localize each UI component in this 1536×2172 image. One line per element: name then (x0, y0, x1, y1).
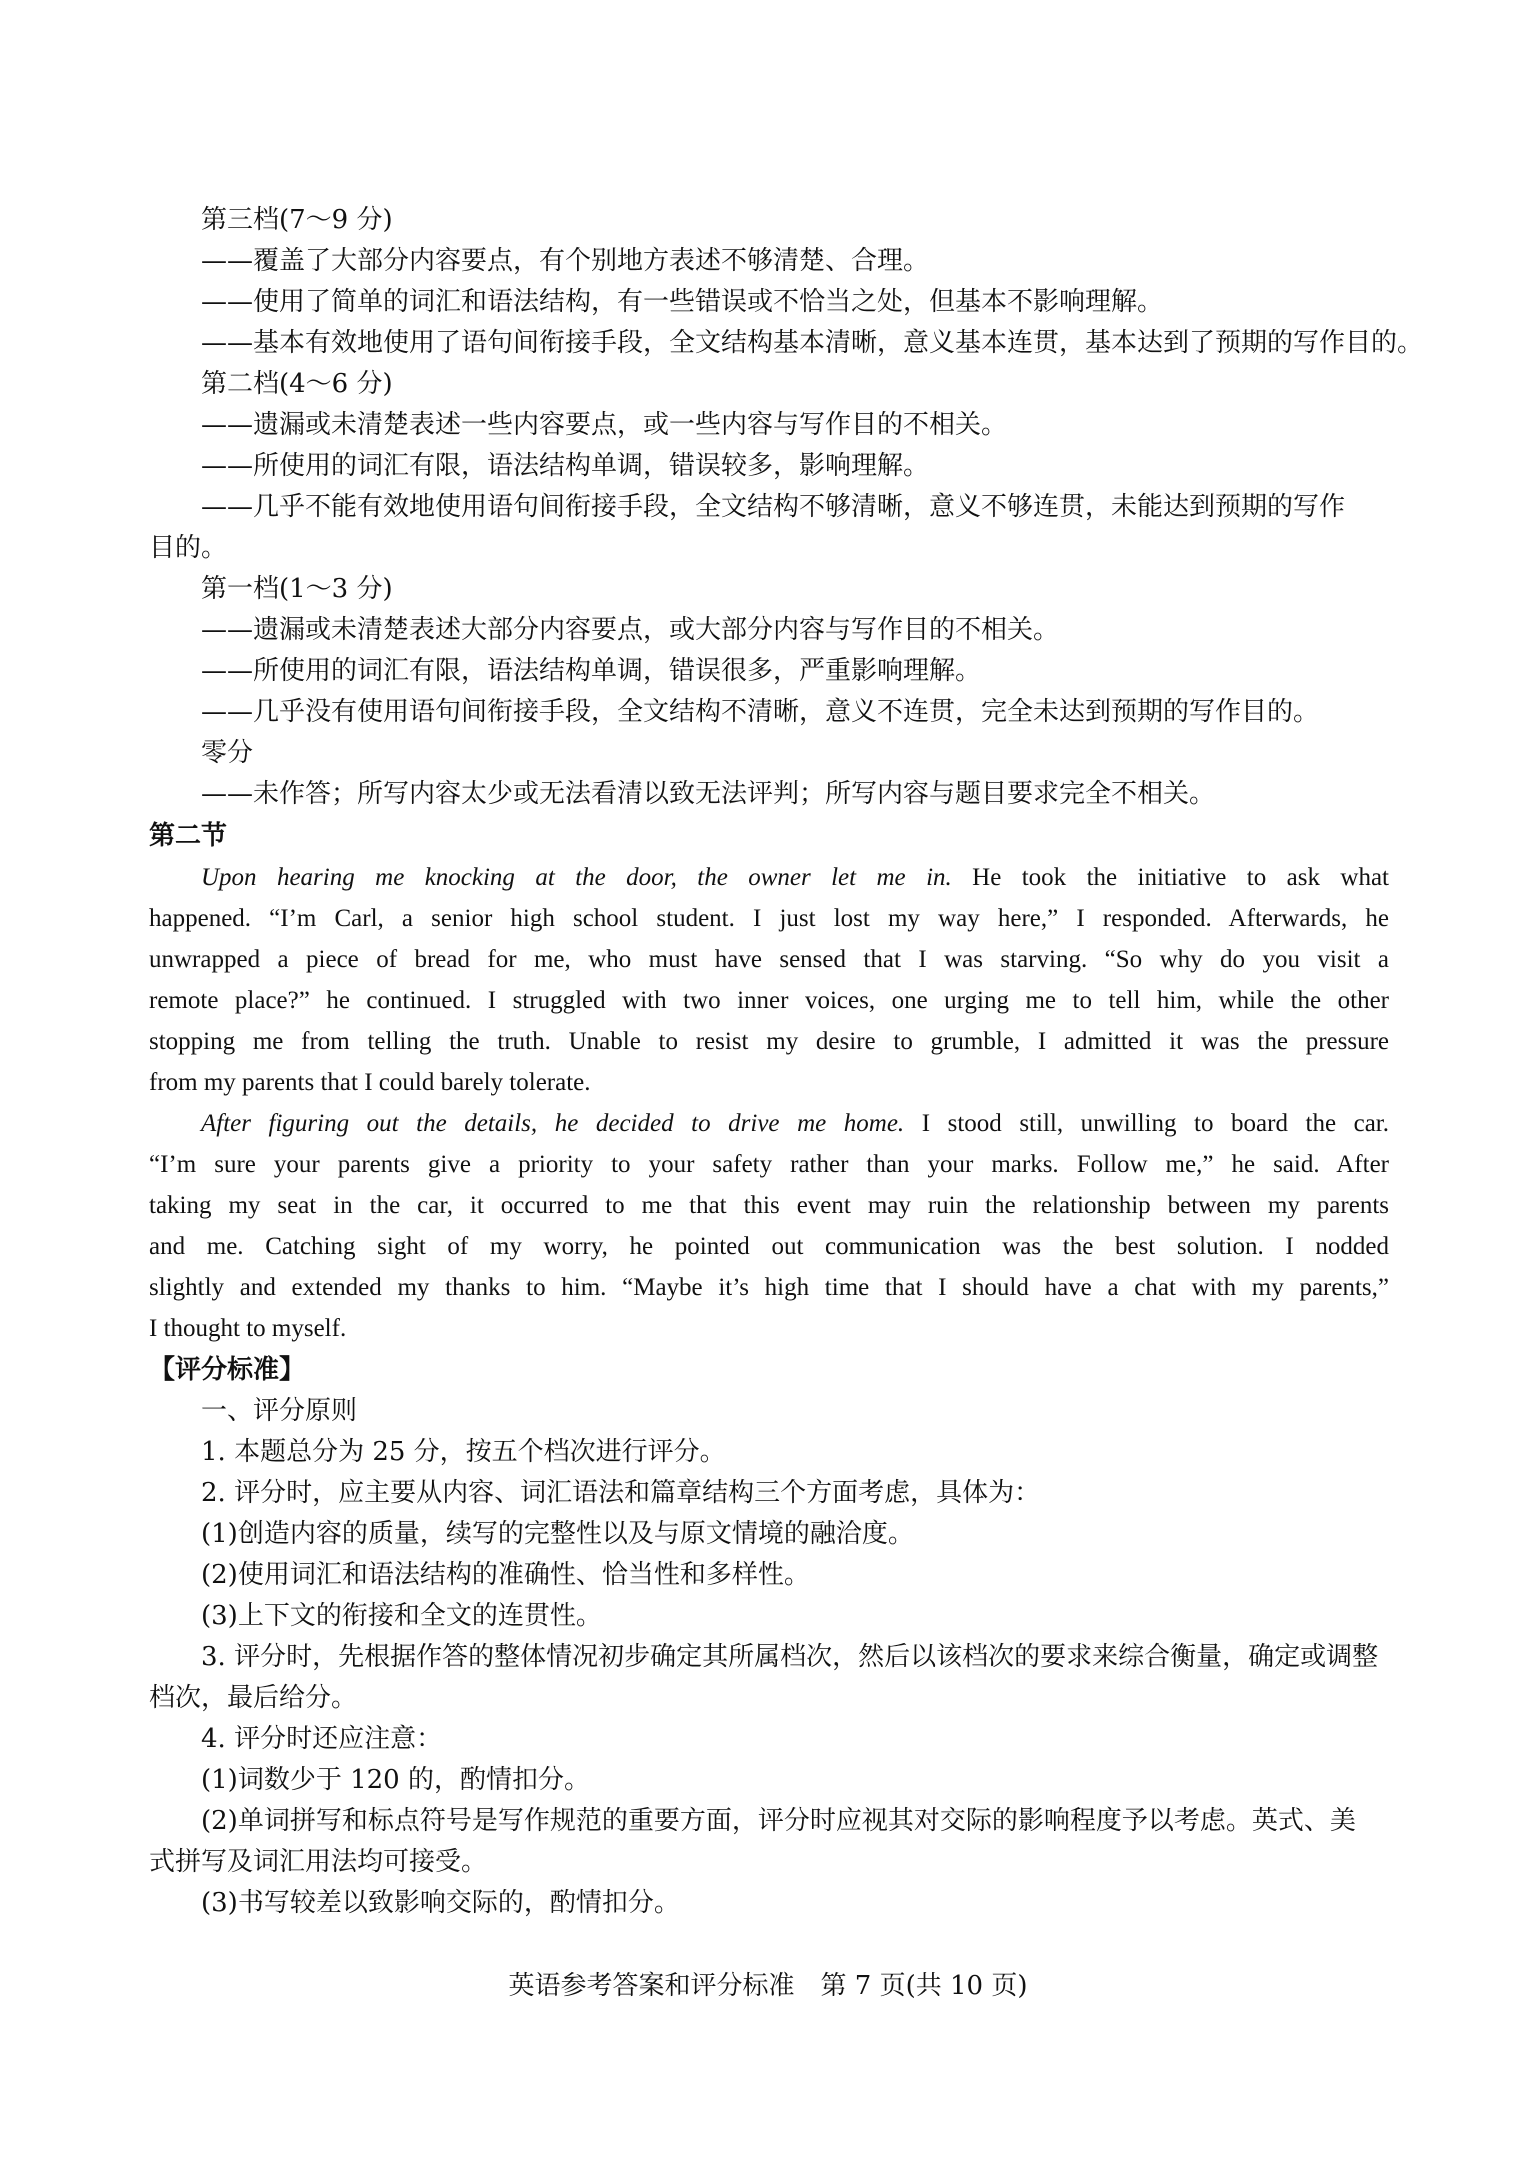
level1-item-1: ——遗漏或未清楚表述大部分内容要点，或大部分内容与写作目的不相关。 (201, 615, 1060, 645)
para1-line-2: happened. “I’m Carl, a senior high school student. I just lost my way here,” I responded. Afterwards, he (149, 905, 1389, 932)
level3-item-2: ——使用了简单的词汇和语法结构，有一些错误或不恰当之处，但基本不影响理解。 (201, 287, 1164, 317)
para1-line-5: stopping me from telling the truth. Unable to resist my desire to grumble, I admitted it was the pressure (149, 1028, 1389, 1055)
principles-title: 一、评分原则 (201, 1396, 358, 1426)
criteria-line-6: 3. 评分时，先根据作答的整体情况初步确定其所属档次，然后以该档次的要求来综合衡量，确定或调整 (201, 1642, 1379, 1672)
para1-line-1 (201, 857, 1389, 898)
criteria-line-2: 2. 评分时，应主要从内容、词汇语法和篇章结构三个方面考虑，具体为： (201, 1478, 1041, 1508)
criteria-heading: 【评分标准】 (149, 1355, 306, 1385)
level2-item-3-wrap: 目的。 (149, 533, 228, 563)
level2-item-2: ——所使用的词汇有限，语法结构单调，错误较多，影响理解。 (201, 451, 930, 481)
criteria-line-6-wrap: 档次，最后给分。 (149, 1683, 358, 1713)
para2-line-4: and me. Catching sight of my worry, he pointed out communication was the best solution. I nodded (149, 1233, 1389, 1260)
level3-item-3: ——基本有效地使用了语句间衔接手段，全文结构基本清晰，意义基本连贯，基本达到了预期的写作目的。 (201, 328, 1424, 358)
para2-line-3: taking my seat in the car, it occurred to me that this event may ruin the relationship between my parents (149, 1192, 1389, 1219)
para2-line-5: slightly and extended my thanks to him. “Maybe it’s high time that I should have a chat with my parents,” (149, 1274, 1389, 1301)
note-2-wrap: 式拼写及词汇用法均可接受。 (149, 1847, 488, 1877)
section2-heading: 第二节 (149, 821, 228, 851)
page-footer: 英语参考答案和评分标准 第 7 页(共 10 页) (508, 1971, 1028, 2001)
zero-title: 零分 (201, 738, 254, 768)
para2-lead: After figuring out the details, he decided to drive me home. (201, 1110, 905, 1137)
para1-line1-rest: He took the initiative to ask what (951, 864, 1389, 891)
para2-line-6: I thought to myself. (149, 1315, 347, 1342)
level2-item-1: ——遗漏或未清楚表述一些内容要点，或一些内容与写作目的不相关。 (201, 410, 1008, 440)
criteria-line-4: (2)使用词汇和语法结构的准确性、恰当性和多样性。 (201, 1560, 810, 1590)
level2-item-3: ——几乎不能有效地使用语句间衔接手段，全文结构不够清晰，意义不够连贯，未能达到预期的写作 (201, 492, 1346, 522)
level3-title: 第三档(7～9 分) (201, 205, 393, 235)
level1-title: 第一档(1～3 分) (201, 574, 393, 604)
criteria-line-1: 1. 本题总分为 25 分，按五个档次进行评分。 (201, 1437, 726, 1467)
level3-item-1: ——覆盖了大部分内容要点，有个别地方表述不够清楚、合理。 (201, 246, 930, 276)
zero-item-1: ——未作答；所写内容太少或无法看清以致无法评判；所写内容与题目要求完全不相关。 (201, 779, 1216, 809)
level1-item-3: ——几乎没有使用语句间衔接手段，全文结构不清晰，意义不连贯，完全未达到预期的写作目的。 (201, 697, 1320, 727)
note-3: (3)书写较差以致影响交际的，酌情扣分。 (201, 1888, 680, 1918)
notes-title: 4. 评分时还应注意： (201, 1724, 443, 1754)
note-1: (1)词数少于 120 的，酌情扣分。 (201, 1765, 590, 1795)
para1-line-4: remote place?” he continued. I struggled with two inner voices, one urging me to tell him, while the other (149, 987, 1389, 1014)
level2-title: 第二档(4～6 分) (201, 369, 393, 399)
para2-line-2: “I’m sure your parents give a priority to your safety rather than your marks. Follow me,” he said. After (149, 1151, 1389, 1178)
para2-line1-rest: I stood still, unwilling to board the car. (904, 1110, 1389, 1137)
note-2: (2)单词拼写和标点符号是写作规范的重要方面，评分时应视其对交际的影响程度予以考虑。英式、美 (201, 1806, 1356, 1836)
para1-line-3: unwrapped a piece of bread for me, who must have sensed that I was starving. “So why do you visit a (149, 946, 1389, 973)
para2-line-1 (201, 1103, 1389, 1144)
level1-item-2: ——所使用的词汇有限，语法结构单调，错误很多，严重影响理解。 (201, 656, 982, 686)
para1-lead: Upon hearing me knocking at the door, the owner let me in. (201, 864, 952, 891)
criteria-line-3: (1)创造内容的质量，续写的完整性以及与原文情境的融洽度。 (201, 1519, 914, 1549)
criteria-line-5: (3)上下文的衔接和全文的连贯性。 (201, 1601, 602, 1631)
para1-line-6: from my parents that I could barely tolerate. (149, 1069, 591, 1096)
